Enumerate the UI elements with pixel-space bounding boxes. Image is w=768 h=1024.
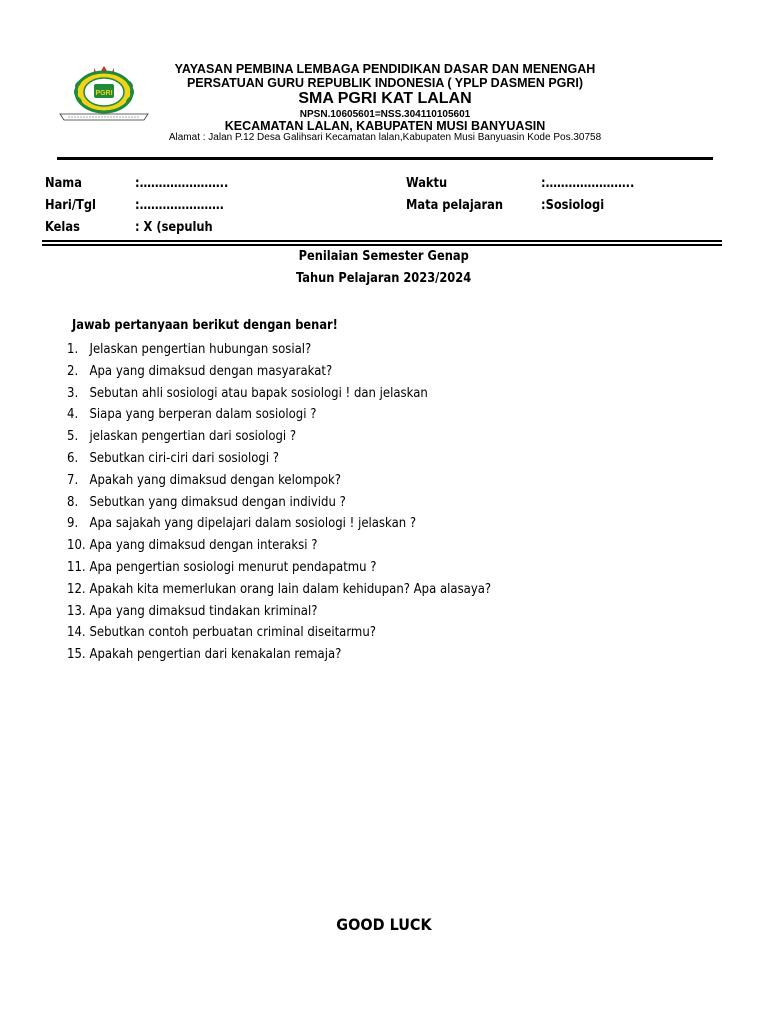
question-number: 2. (67, 363, 79, 379)
instruction-text: Jawab pertanyaan berikut dengan benar! (72, 318, 338, 333)
question-text: Apa yang dimaksud tindakan kriminal? (89, 603, 318, 619)
foundation-name: YAYASAN PEMBINA LEMBAGA PENDIDIKAN DASAR DAN MENENGAH (174, 62, 596, 76)
school-name: SMA PGRI KAT LALAN (298, 90, 472, 107)
question-item (67, 535, 491, 557)
question-text: Apakah kita memerlukan orang lain dalam kehidupan? Apa alasaya? (89, 581, 492, 597)
question-text: Apa sajakah yang dipelajari dalam sosiologi ! jelaskan ? (89, 516, 417, 532)
question-item (67, 339, 491, 361)
npsn-number: NPSN.10605601=NSS.304110105601 (299, 109, 471, 120)
question-text: Jelaskan pengertian hubungan sosial? (89, 342, 312, 357)
good-luck-text: GOOD LUCK (336, 915, 432, 934)
question-number: 11. (67, 559, 86, 575)
question-item (67, 557, 491, 579)
nama-label: Nama (45, 176, 82, 191)
question-number: 13. (67, 603, 86, 619)
question-number: 8. (67, 494, 79, 510)
waktu-field[interactable]: :………………….. (541, 176, 635, 191)
identity-divider-top (42, 240, 722, 242)
question-text: Sebutan ahli sosiologi atau bapak sosiologi ! dan jelaskan (89, 385, 428, 401)
question-item (67, 470, 491, 492)
hari-field[interactable]: :…………………. (135, 198, 225, 213)
question-text: Apa pengertian sosiologi menurut pendapatmu ? (89, 559, 377, 575)
question-item (67, 404, 491, 426)
question-text: Sebutkan ciri-ciri dari sosiologi ? (89, 450, 280, 466)
district-name: KECAMATAN LALAN, KABUPATEN MUSI BANYUASIN (224, 119, 546, 133)
kelas-value: : X (sepuluh (135, 220, 213, 235)
question-item (67, 383, 491, 405)
question-item (67, 601, 491, 623)
question-number: 1. (67, 342, 79, 357)
identity-divider-bottom (42, 244, 722, 246)
kelas-label: Kelas (45, 220, 80, 235)
association-name: PERSATUAN GURU REPUBLIK INDONESIA ( YPLP DASMEN PGRI) (186, 76, 584, 90)
header-divider (57, 157, 713, 160)
svg-text:PGRI: PGRI (95, 90, 113, 97)
question-number: 3. (67, 385, 79, 401)
question-item (67, 492, 491, 514)
question-number: 4. (67, 407, 79, 423)
nama-field[interactable]: :………………….. (135, 176, 229, 191)
mapel-label: Mata pelajaran (406, 198, 504, 213)
question-text: Siapa yang berperan dalam sosiologi ? (89, 407, 317, 423)
school-logo (58, 62, 150, 124)
question-item (67, 622, 491, 644)
question-item (67, 579, 491, 601)
question-number: 5. (67, 429, 79, 445)
academic-year: Tahun Pelajaran 2023/2024 (296, 271, 472, 286)
question-number: 9. (67, 516, 79, 532)
question-number: 14. (67, 625, 86, 641)
question-text: Apakah pengertian dari kenakalan remaja? (89, 647, 342, 663)
question-number: 10. (67, 538, 86, 554)
question-number: 15. (67, 647, 86, 663)
question-item (67, 644, 491, 666)
question-number: 6. (67, 450, 79, 466)
question-text: Apa yang dimaksud dengan masyarakat? (89, 363, 333, 379)
waktu-label: Waktu (406, 176, 448, 191)
question-text: Apakah yang dimaksud dengan kelompok? (89, 472, 342, 488)
question-item (67, 426, 491, 448)
question-text: Sebutkan contoh perbuatan criminal diseitarmu? (89, 625, 376, 641)
question-text: jelaskan pengertian dari sosiologi ? (89, 429, 297, 445)
question-item (67, 448, 491, 470)
question-text: Apa yang dimaksud dengan interaksi ? (89, 538, 318, 554)
exam-title: Penilaian Semester Genap (298, 249, 470, 264)
question-item (67, 361, 491, 383)
hari-label: Hari/Tgl (45, 198, 96, 213)
question-number: 7. (67, 472, 79, 488)
question-item (67, 513, 491, 535)
question-number: 12. (67, 581, 86, 597)
mapel-value: :Sosiologi (541, 198, 605, 213)
question-list (67, 339, 538, 666)
school-address: Alamat : Jalan P.12 Desa Galihsari Kecamatan lalan,Kabupaten Musi Banyuasin Kode Pos.30758 (168, 132, 602, 143)
question-text: Sebutkan yang dimaksud dengan individu ? (89, 494, 346, 510)
